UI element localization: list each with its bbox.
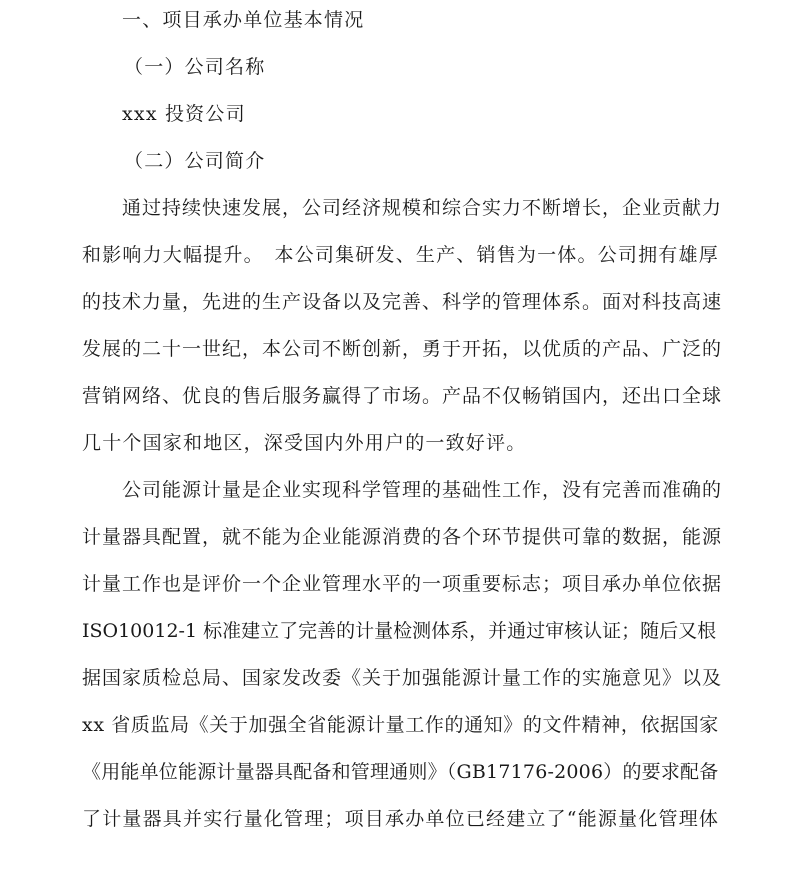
subsection-heading-company-profile: （二）公司简介 xyxy=(124,150,266,172)
paragraph-line: 公司能源计量是企业实现科学管理的基础性工作，没有完善而准确的 xyxy=(122,479,723,501)
paragraph-line: 营销网络、优良的售后服务赢得了市场。产品不仅畅销国内，还出口全球 xyxy=(82,385,723,407)
paragraph-line: 发展的二十一世纪，本公司不断创新，勇于开拓，以优质的产品、广泛的 xyxy=(82,338,723,360)
paragraph-line: 的技术力量，先进的生产设备以及完善、科学的管理体系。面对科技高速 xyxy=(82,291,723,313)
subsection-heading-company-name: （一）公司名称 xyxy=(124,56,266,78)
paragraph-line: 和影响力大幅提升。 本公司集研发、生产、销售为一体。公司拥有雄厚 xyxy=(82,244,719,266)
paragraph-line: 几十个国家和地区，深受国内外用户的一致好评。 xyxy=(82,432,527,454)
paragraph-line: xx 省质监局《关于加强全省能源计量工作的通知》的文件精神，依据国家 xyxy=(82,714,719,736)
paragraph-line: 据国家质检总局、国家发改委《关于加强能源计量工作的实施意见》以及 xyxy=(82,667,723,689)
company-name: xxx 投资公司 xyxy=(122,103,246,125)
paragraph-line: 计量工作也是评价一个企业管理水平的一项重要标志；项目承办单位依据 xyxy=(82,573,723,595)
section-heading: 一、项目承办单位基本情况 xyxy=(122,9,365,31)
paragraph-line: ISO10012-1 标准建立了完善的计量检测体系，并通过审核认证；随后又根 xyxy=(82,620,717,642)
paragraph-line: 计量器具配置，就不能为企业能源消费的各个环节提供可靠的数据，能源 xyxy=(82,526,723,548)
paragraph-line: 通过持续快速发展，公司经济规模和综合实力不断增长，企业贡献力 xyxy=(122,197,723,219)
paragraph-line: 《用能单位能源计量器具配备和管理通则》（GB17176-2006）的要求配备 xyxy=(82,761,719,783)
paragraph-line: 了计量器具并实行量化管理；项目承办单位已经建立了“能源量化管理体 xyxy=(82,808,720,830)
